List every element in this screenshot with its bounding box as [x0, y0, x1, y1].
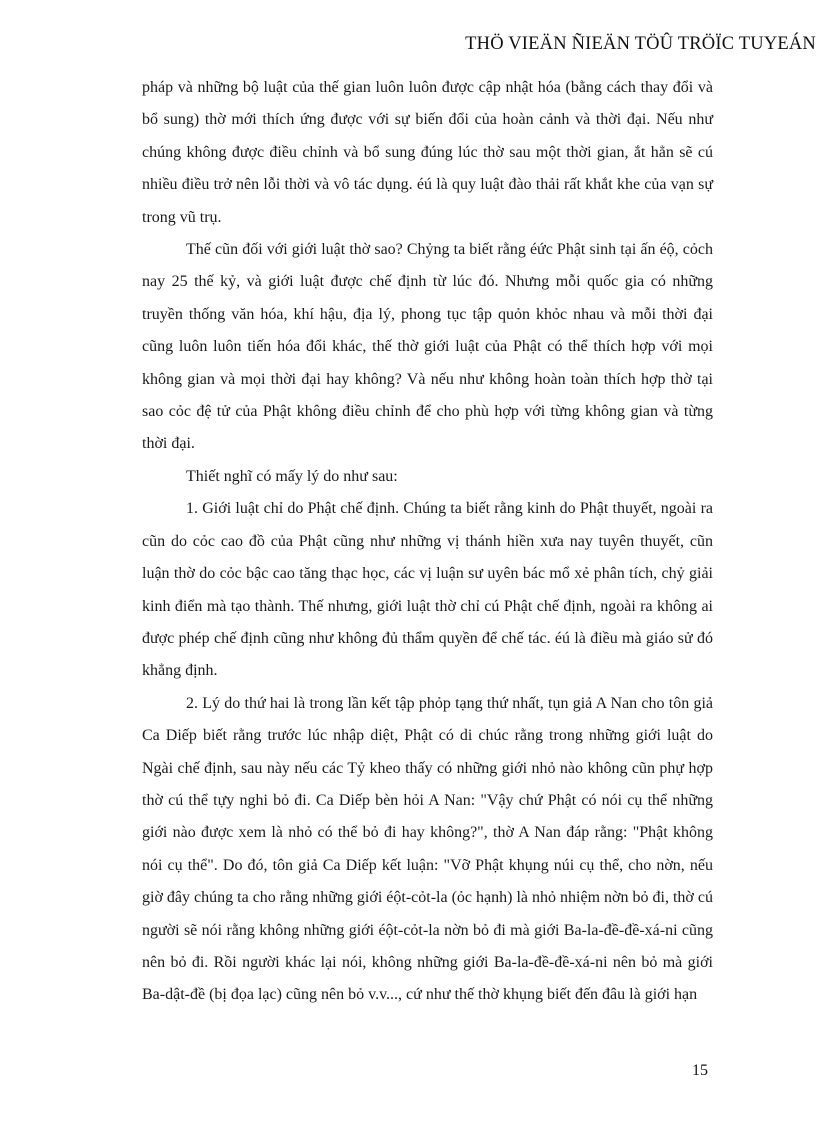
page-number: 15 — [692, 1062, 708, 1079]
paragraph-5: 2. Lý do thứ hai là trong lần kết tập phỏp tạng thứ nhất, tụn giả A Nan cho tôn giả Ca Diếp biết rằng trước lúc nhập diệt, Phật có di chúc rằng trong những giới luật do Ngài chế định, sau này nếu các Tỷ kheo thấy có những giới nhỏ nào không cũn phự hợp thờ cú thể tựy nghi bỏ đi. Ca Diếp bèn hỏi A Nan: "Vậy chứ Phật có nói cụ thể những giới nào được xem là nhỏ có thể bỏ đi hay không?", thờ A Nan đáp rằng: "Phật không nói cụ thể". Do đó, tôn giả Ca Diếp kết luận: "Vỡ Phật khụng núi cụ thể, cho nờn, nếu giờ đây chúng ta cho rằng những giới éột-cỏt-la (ỏc hạnh) là nhỏ nhiệm nờn bỏ đi, thờ cú người sẽ nói rằng không những giới éột-cỏt-la nờn bỏ đi mà giới Ba-la-đề-đề-xá-ni cũng nên bỏ đi. Rồi người khác lại nói, không những giới Ba-la-đề-đề-xá-ni nên bỏ mà giới Ba-dật-đề (bị đọa lạc) cũng nên bỏ v.v..., cứ như thế thờ khụng biết đến đâu là giới hạn — [142, 694, 713, 1004]
paragraph-1: pháp và những bộ luật của thế gian luôn luôn được cập nhật hóa (bằng cách thay đổi và bổ sung) thờ mới thích ứng được với sự biến đổi của hoàn cảnh và thời đại. Nếu như chúng không được điều chỉnh và bổ sung đúng lúc thờ sau một thời gian, ắt hẳn sẽ cú nhiều điều trở nên lỗi thời và vô tác dụng. éú là quy luật đào thải rất khắt khe của vạn sự trong vũ trụ. — [142, 79, 713, 226]
page-header-title: THÖ VIEÄN ÑIEÄN TÖÛ TRÖÏC TUYEÁN — [465, 34, 816, 54]
paragraph-4: 1. Giới luật chỉ do Phật chế định. Chúng ta biết rằng kinh do Phật thuyết, ngoài ra cũn do cỏc cao đồ của Phật cũng như những vị thánh hiền xưa nay tuyên thuyết, cũn luận thờ do cỏc bậc cao tăng thạc học, các vị luận sư uyên bác mổ xẻ phân tích, chỷ giải kinh điển mà tạo thành. Thế nhưng, giới luật thờ chỉ cú Phật chế định, ngoài ra không ai được phép chế định cũng như không đủ thẩm quyền để chế tác. éú là điều mà giáo sử đó khẳng định. — [142, 500, 713, 680]
paragraph-3: Thiết nghĩ có mấy lý do như sau: — [186, 467, 398, 485]
body-text — [142, 72, 713, 1012]
paragraph-2: Thế cũn đối với giới luật thờ sao? Chỷng ta biết rằng éức Phật sinh tại ấn éộ, cỏch nay 25 thế kỷ, và giới luật được chế định từ lúc đó. Nhưng mỗi quốc gia có những truyền thống văn hóa, khí hậu, địa lý, phong tục tập quỏn khỏc nhau và mỗi thời đại cũng luôn luôn tiến hóa đổi khác, thế thờ giới luật của Phật có thể thích hợp với mọi không gian và mọi thời đại hay không? Và nếu như không hoàn toàn thích hợp thờ tại sao cỏc đệ tử của Phật không điều chỉnh để cho phù hợp với từng không gian và từng thời đại. — [142, 241, 713, 453]
